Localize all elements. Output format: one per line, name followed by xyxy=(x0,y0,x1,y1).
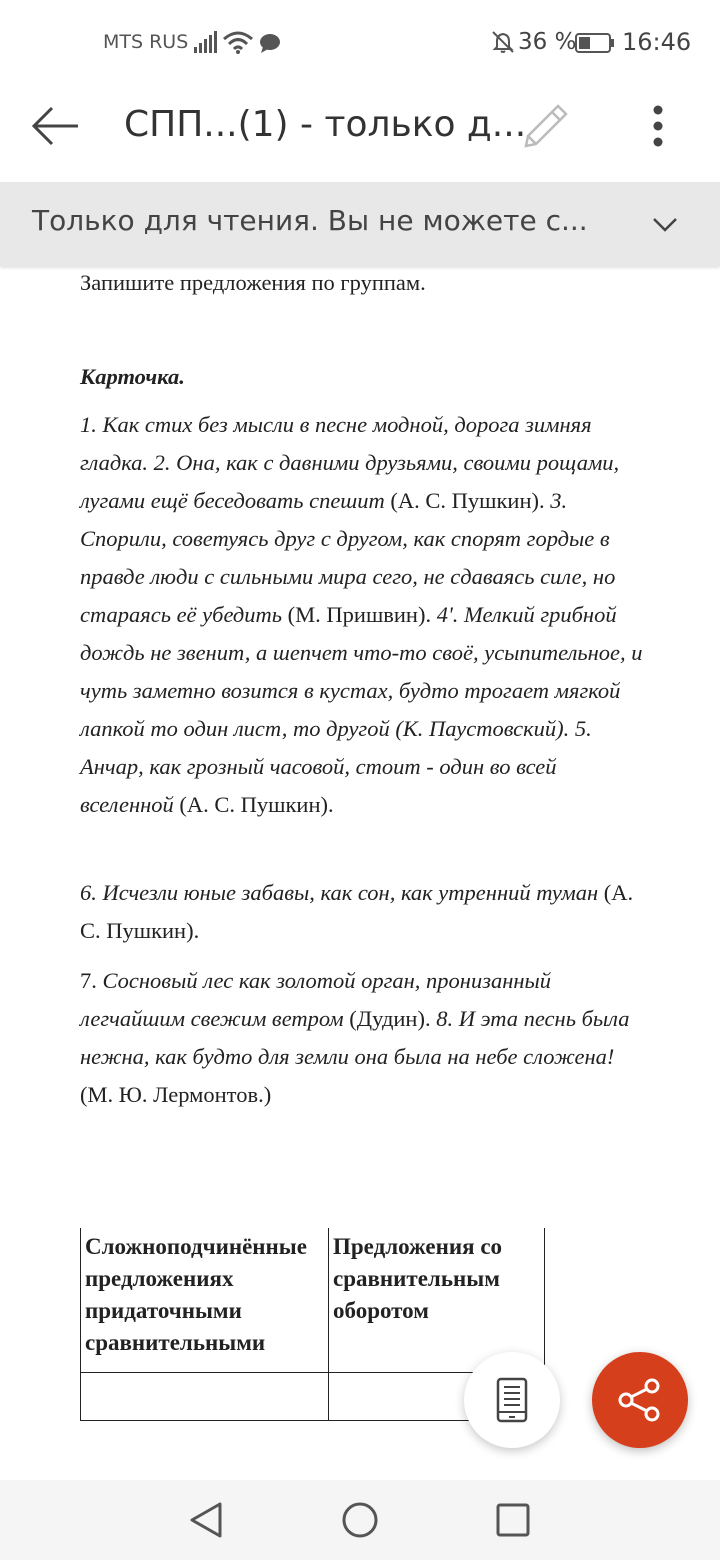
author-7: (Дудин). xyxy=(343,1006,437,1031)
paragraph-2 xyxy=(80,874,650,950)
system-nav-bar xyxy=(0,1480,720,1560)
bell-off-icon xyxy=(491,30,515,54)
pencil-icon[interactable] xyxy=(518,100,572,152)
read-only-banner[interactable] xyxy=(0,182,720,266)
share-button[interactable] xyxy=(592,1352,688,1448)
message-icon xyxy=(259,33,281,53)
banner-text: Только для чтения. Вы не можете с... xyxy=(32,204,588,237)
sentence-group-2: 3. Спорили, советуясь друг с другом, как спорят гордые в правде люди с сильными мира сего, не сдаваясь силе, но стараясь её убедить xyxy=(80,488,616,627)
table-header-complex-sentences: Сложноподчинённые предложениях придаточными сравнительными xyxy=(81,1228,329,1372)
clock: 16:46 xyxy=(622,28,692,56)
signal-icon xyxy=(194,31,218,53)
chevron-down-icon[interactable] xyxy=(650,210,680,238)
author-1: (А. С. Пушкин). xyxy=(384,488,551,513)
share-icon xyxy=(616,1376,664,1424)
wifi-icon xyxy=(222,30,254,54)
instruction-text: Запишите предложения по группам. xyxy=(80,270,426,295)
app-bar xyxy=(0,84,720,182)
nav-back-icon[interactable] xyxy=(188,1500,224,1540)
status-bar xyxy=(0,0,720,84)
sentence-6: 6. Исчезли юные забавы, как сон, как утренний туман xyxy=(80,880,599,905)
sentence-8: 8. И эта песнь была нежна, как будто для земли она была на небе сложена! xyxy=(80,1006,630,1069)
author-8: (М. Ю. Лермонтов.) xyxy=(80,1082,272,1107)
author-3: (А. С. Пушкин). xyxy=(173,792,334,817)
table-cell xyxy=(81,1372,329,1420)
sentence-group-1: 1. Как стих без мысли в песне модной, дорога зимняя гладка. 2. Она, как с давними друзьями, своими рощами, лугами ещё беседовать спешит xyxy=(80,412,620,513)
author-6: (А. С. Пушкин). xyxy=(80,880,634,943)
document-title: СПП...(1) - только д... xyxy=(124,104,527,145)
sentence-group-3: 4'. Мелкий грибной дождь не звенит, а шепчет что-то своё, усыпительное, и чуть заметно возится в кустах, будто трогает мягкой лапкой то один лист, то другой (К. Паустовский). 5. Анчар, как грозный часовой, стоит - один во всей вселенной xyxy=(80,602,643,817)
back-arrow-icon[interactable] xyxy=(28,102,84,150)
table-header-comparative-phrase: Предложения со сравнительным оборотом xyxy=(329,1228,545,1372)
carrier-name: MTS RUS xyxy=(103,31,189,53)
document-page[interactable] xyxy=(0,266,720,1480)
paragraph-3 xyxy=(80,962,650,1114)
sentence-7: Сосновый лес как золотой орган, пронизанный легчайшим свежим ветром xyxy=(80,968,552,1031)
document-view-button[interactable] xyxy=(464,1352,560,1448)
table-header-row xyxy=(81,1228,545,1372)
battery-icon xyxy=(575,33,615,53)
card-heading: Карточка. xyxy=(80,364,185,389)
author-2: (М. Пришвин). xyxy=(282,602,437,627)
document-view-icon xyxy=(496,1377,528,1423)
sentence-7-number: 7. xyxy=(80,968,103,993)
more-vert-icon[interactable] xyxy=(640,102,676,150)
battery-percent: 36 % xyxy=(518,29,577,55)
nav-home-icon[interactable] xyxy=(340,1500,380,1540)
nav-recents-icon[interactable] xyxy=(495,1502,531,1538)
paragraph-1 xyxy=(80,406,650,824)
